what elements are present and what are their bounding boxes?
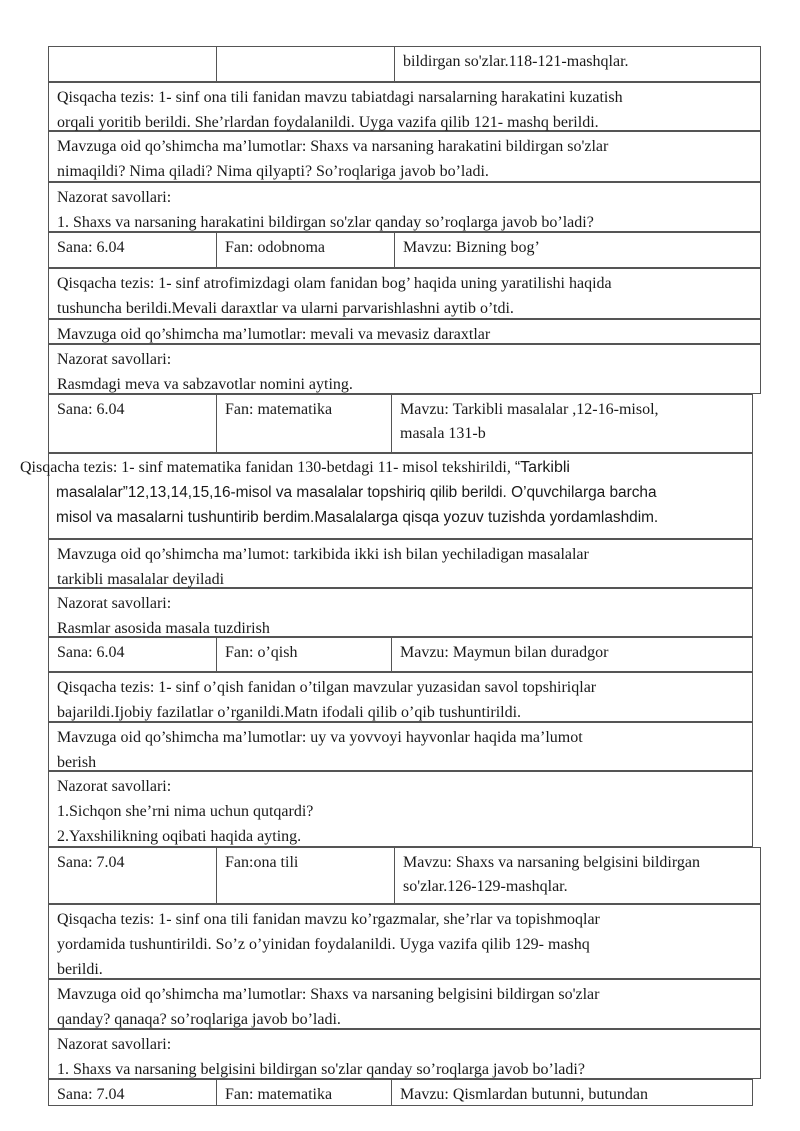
- text-line: yordamida tushuntirildi. So’z o’yinidan foydalanildi. Uyga vazifa qilib 129- mashq: [57, 936, 590, 953]
- tezis-row: [48, 672, 753, 722]
- sana-cell: Sana: 7.04: [57, 1086, 125, 1103]
- nazorat-row: [48, 771, 753, 847]
- table-row: [48, 46, 761, 82]
- text-line: Nazorat savollari:: [57, 595, 172, 612]
- text-line: masalalar”12,13,14,15,16-misol va masalalar topshiriq qilib berildi. O’quvchilarga barcha: [56, 484, 657, 501]
- fan-cell: Fan: matematika: [216, 395, 391, 452]
- table-row: [48, 1079, 753, 1106]
- text-line: Nazorat savollari:: [57, 189, 172, 206]
- text-line: misol va masalarni tushuntirib berdim.Masalalarga qisqa yozuv tuzishda yordamlashdim.: [56, 509, 659, 526]
- text-line: Mavzuga oid qo’shimcha ma’lumot: tarkibida ikki ish bilan yechiladigan masalalar: [57, 546, 589, 563]
- mavzu-cell: bildirgan so'zlar.118-121-mashqlar.: [394, 47, 760, 81]
- qoshimcha-row: [48, 722, 753, 771]
- fan-cell: [216, 47, 394, 81]
- nazorat-row: [48, 1029, 761, 1079]
- table-row: [48, 394, 753, 453]
- text-line: berildi.: [57, 961, 103, 978]
- text-segment: “Tarkibli: [514, 459, 570, 476]
- fan-cell: Fan: matematika: [216, 1080, 391, 1105]
- text-line: Mavzuga oid qo’shimcha ma’lumotlar: mevali va mevasiz daraxtlar: [57, 326, 491, 343]
- text-line: Rasmlar asosida masala tuzdirish: [57, 620, 270, 637]
- text-line: Qisqacha tezis: 1- sinf ona tili fanidan mavzu ko’rgazmalar, she’rlar va topishmoqlar: [57, 911, 600, 928]
- text-line: Rasmdagi meva va sabzavotlar nomini ayting.: [57, 376, 353, 393]
- text-line: nimaqildi? Nima qiladi? Nima qilyapti? So’roqlariga javob bo’ladi.: [57, 163, 489, 180]
- text-line: bajarildi.Ijobiy fazilatlar o’rganildi.Matn ifodali qilib o’qib tushuntirildi.: [57, 704, 522, 721]
- sana-cell: Sana: 6.04: [57, 644, 125, 661]
- nazorat-row: [48, 344, 761, 394]
- tezis-row: [48, 904, 761, 979]
- text-line: Nazorat savollari:: [57, 1036, 172, 1053]
- text-line: 1. Shaxs va narsaning harakatini bildirgan so'zlar qanday so’roqlarga javob bo’ladi?: [57, 214, 594, 231]
- text-line: qanday? qanaqa? so’roqlariga javob bo’ladi.: [57, 1011, 341, 1028]
- nazorat-row: [48, 182, 761, 232]
- text-line: Mavzu: Shaxs va narsaning belgisini bildirgan: [403, 854, 700, 871]
- qoshimcha-row: [48, 539, 753, 588]
- fan-cell: Fan: o’qish: [216, 638, 391, 671]
- text-line: Mavzu: Tarkibli masalalar ,12-16-misol,: [400, 401, 659, 418]
- table-row: [48, 847, 761, 904]
- mavzu-cell: Mavzu: Maymun bilan duradgor: [391, 638, 752, 671]
- mavzu-cell: Mavzu: Bizning bog’: [394, 233, 760, 267]
- sana-cell: [49, 47, 216, 81]
- fan-cell: Fan:ona tili: [216, 848, 394, 903]
- text-line: berish: [57, 754, 97, 771]
- tezis-row: [48, 268, 761, 319]
- nazorat-row: [48, 588, 753, 637]
- qoshimcha-row: [48, 979, 761, 1029]
- text-line: Mavzuga oid qo’shimcha ma’lumotlar: uy va yovvoyi hayvonlar haqida ma’lumot: [57, 729, 583, 746]
- text-line: Qisqacha tezis: 1- sinf atrofimizdagi olam fanidan bog’ haqida uning yaratilishi haqida: [57, 275, 612, 292]
- mavzu-cell: [391, 395, 752, 452]
- text-line: orqali yoritib berildi. She’rlardan foydalanildi. Uyga vazifa qilib 121- mashq berildi.: [57, 114, 599, 131]
- text-line: tarkibli masalalar deyiladi: [57, 571, 225, 588]
- table-row: [48, 637, 753, 672]
- qoshimcha-row: [48, 319, 761, 344]
- text-line: Mavzuga oid qo’shimcha ma’lumotlar: Shaxs va narsaning harakatini bildirgan so'zlar: [57, 138, 609, 155]
- mavzu-cell: Mavzu: Qismlardan butunni, butundan: [391, 1080, 752, 1105]
- table-row: [48, 232, 761, 268]
- text-line: Qisqacha tezis: 1- sinf ona tili fanidan mavzu tabiatdagi narsalarning harakatini kuzatish: [57, 89, 623, 106]
- tezis-row: [48, 82, 761, 131]
- sana-cell: Sana: 7.04: [57, 854, 125, 871]
- text-line: 1. Shaxs va narsaning belgisini bildirgan so'zlar qanday so’roqlarga javob bo’ladi?: [57, 1061, 585, 1078]
- text-line: masala 131-b: [400, 425, 486, 442]
- text-segment: Qisqacha tezis: 1- sinf matematika fanidan 130-betdagi 11- misol tekshirildi,: [20, 459, 515, 476]
- text-line: so'zlar.126-129-mashqlar.: [403, 878, 568, 895]
- fan-cell: Fan: odobnoma: [216, 233, 394, 267]
- sana-cell: Sana: 6.04: [57, 401, 125, 418]
- text-line: tushuncha berildi.Mevali daraxtlar va ularni parvarishlashni aytib o’tdi.: [57, 300, 514, 317]
- sana-cell: Sana: 6.04: [57, 239, 125, 256]
- text-line: 1.Sichqon she’rni nima uchun qutqardi?: [57, 803, 314, 820]
- qoshimcha-row: [48, 131, 761, 182]
- text-line: Mavzuga oid qo’shimcha ma’lumotlar: Shaxs va narsaning belgisini bildirgan so'zlar: [57, 986, 600, 1003]
- text-line: Qisqacha tezis: 1- sinf o’qish fanidan o’tilgan mavzular yuzasidan savol topshiriqlar: [57, 679, 597, 696]
- tezis-text: [20, 453, 760, 530]
- text-line: 2.Yaxshilikning oqibati haqida ayting.: [57, 828, 302, 845]
- mavzu-cell: [394, 848, 760, 903]
- text-line: Nazorat savollari:: [57, 351, 172, 368]
- text-line: Nazorat savollari:: [57, 778, 172, 795]
